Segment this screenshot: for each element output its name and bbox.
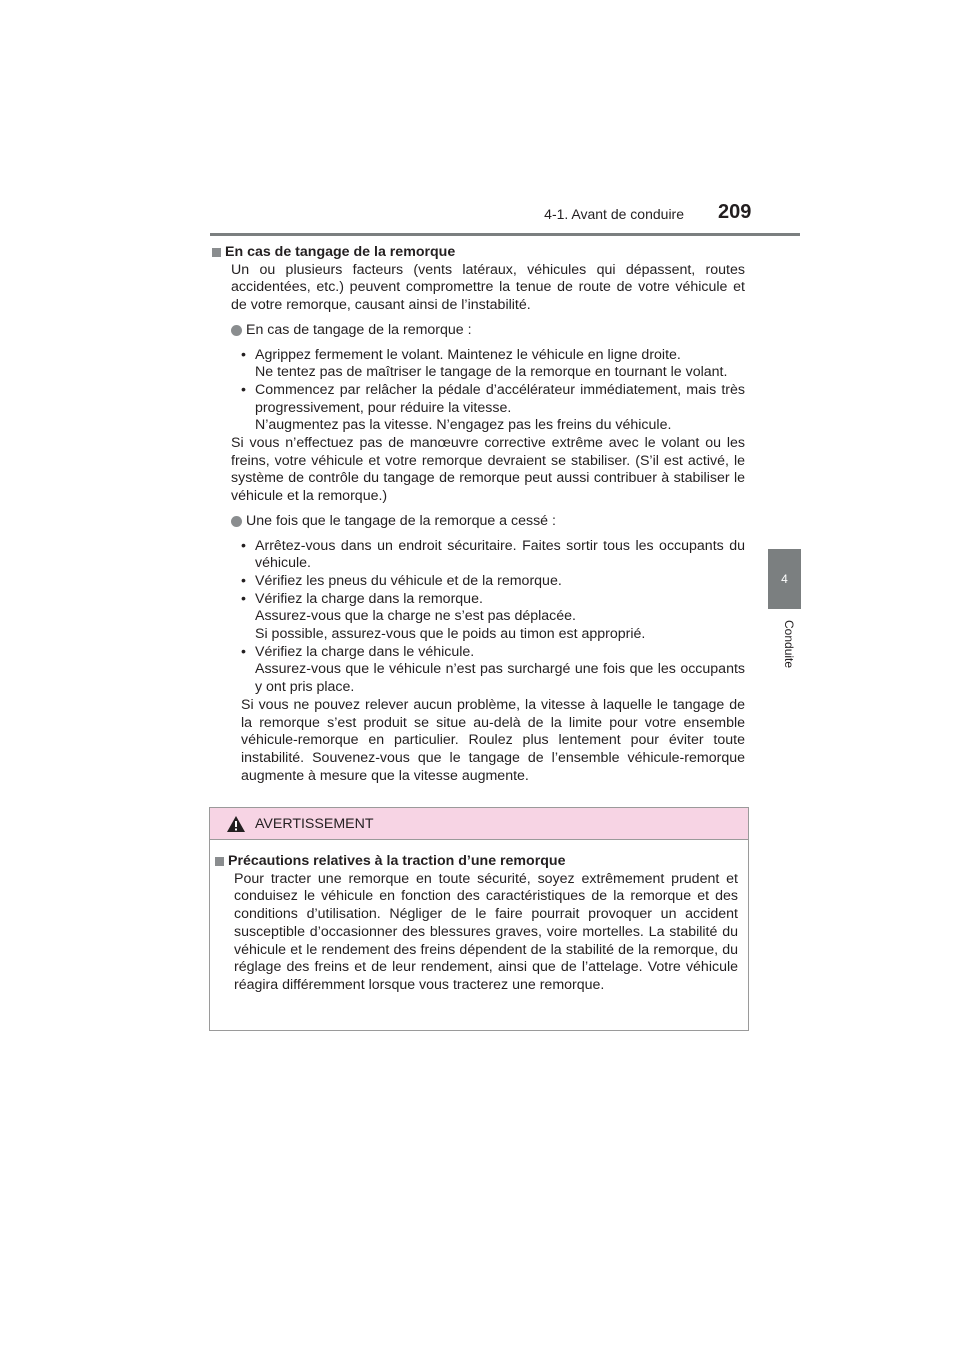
list-item-continuation: N’augmentez pas la vitesse. N’engagez pas les freins du véhicule. bbox=[255, 417, 672, 434]
round-bullet-icon bbox=[231, 516, 242, 527]
list-item: • Arrêtez-vous dans un endroit sécuritaire. Faites sortir tous les occupants du véhicule. bbox=[241, 537, 745, 572]
warning-header bbox=[210, 808, 748, 840]
section-heading: En cas de tangage de la remorque bbox=[212, 244, 745, 262]
list-item: • Agrippez fermement le volant. Maintenez le véhicule en ligne droite. bbox=[241, 346, 681, 363]
square-bullet-icon bbox=[215, 857, 224, 866]
list-item: • Vérifiez la charge dans la remorque. bbox=[241, 590, 483, 607]
chapter-label: Conduite bbox=[782, 620, 796, 669]
warning-body: Pour tracter une remorque en toute sécurité, soyez extrêmement prudent et conduisez le véhicule en fonction des caractéristiques de la remorque et des conditions d’utilisation. Négliger de le faire pourrait provoquer un accident susceptible d’occasionner des blessures graves, voire mortelles. La stabilité du véhicule et le rendement des freins dépendent de la stabilité de la remorque, du réglage des freins et de leur rendement, ainsi que de l’attelage. Votre véhicule réagira différemment lorsque vous tracterez une remorque. bbox=[234, 870, 738, 993]
main-content bbox=[212, 244, 745, 785]
paragraph: Si vous ne pouvez relever aucun problème, la vitesse à laquelle le tangage de la remorque s’est produit se situe au-delà de la limite pour votre ensemble véhicule-remorque en particulier. Roulez plus lentement pour éviter toute instabilité. Souvenez-vous que le tangage de l’ensemble véhicule-remorque augmente à mesure que la vitesse augmente. bbox=[241, 696, 745, 784]
list-item-continuation: Assurez-vous que la charge ne s’est pas déplacée. bbox=[255, 608, 576, 625]
list-item-continuation: Ne tentez pas de maîtriser le tangage de la remorque en tournant le volant. bbox=[255, 364, 728, 381]
warning-heading: Précautions relatives à la traction d’une remorque bbox=[215, 853, 738, 871]
list-item-continuation: Assurez-vous que le véhicule n’est pas surchargé une fois que les occupants y ont pris place. bbox=[255, 661, 745, 696]
warning-title: AVERTISSEMENT bbox=[255, 815, 374, 832]
paragraph: Si vous n’effectuez pas de manœuvre corrective extrême avec le volant ou les freins, votre véhicule et votre remorque devraient se stabiliser. (S’il est activé, le système de contrôle du tangage de remorque peut aussi contribuer à stabiliser le véhicule et la remorque.) bbox=[231, 435, 745, 505]
list-item: • Vérifiez la charge dans le véhicule. bbox=[241, 643, 475, 660]
warning-triangle-icon bbox=[226, 815, 246, 833]
list-item: • Commencez par relâcher la pédale d’accélérateur immédiatement, mais très progressivement, pour réduire la vitesse. bbox=[241, 381, 745, 416]
list-item: • Vérifiez les pneus du véhicule et de la remorque. bbox=[241, 572, 562, 589]
page-number: 209 bbox=[718, 201, 752, 223]
list-item-continuation: Si possible, assurez-vous que le poids au timon est approprié. bbox=[255, 626, 646, 643]
warning-box bbox=[209, 807, 749, 1031]
bullet-item: En cas de tangage de la remorque : bbox=[231, 322, 745, 340]
chapter-tab: 4 bbox=[768, 549, 801, 609]
intro-paragraph: Un ou plusieurs facteurs (vents latéraux, véhicules qui dépassent, routes accidentées, etc.) peuvent compromettre la tenue de route de votre véhicule et de votre remorque, causant ainsi de l’instabilité. bbox=[231, 261, 745, 314]
header-rule bbox=[210, 233, 800, 236]
square-bullet-icon bbox=[212, 248, 221, 257]
bullet-item: Une fois que le tangage de la remorque a cessé : bbox=[231, 513, 745, 531]
round-bullet-icon bbox=[231, 325, 242, 336]
